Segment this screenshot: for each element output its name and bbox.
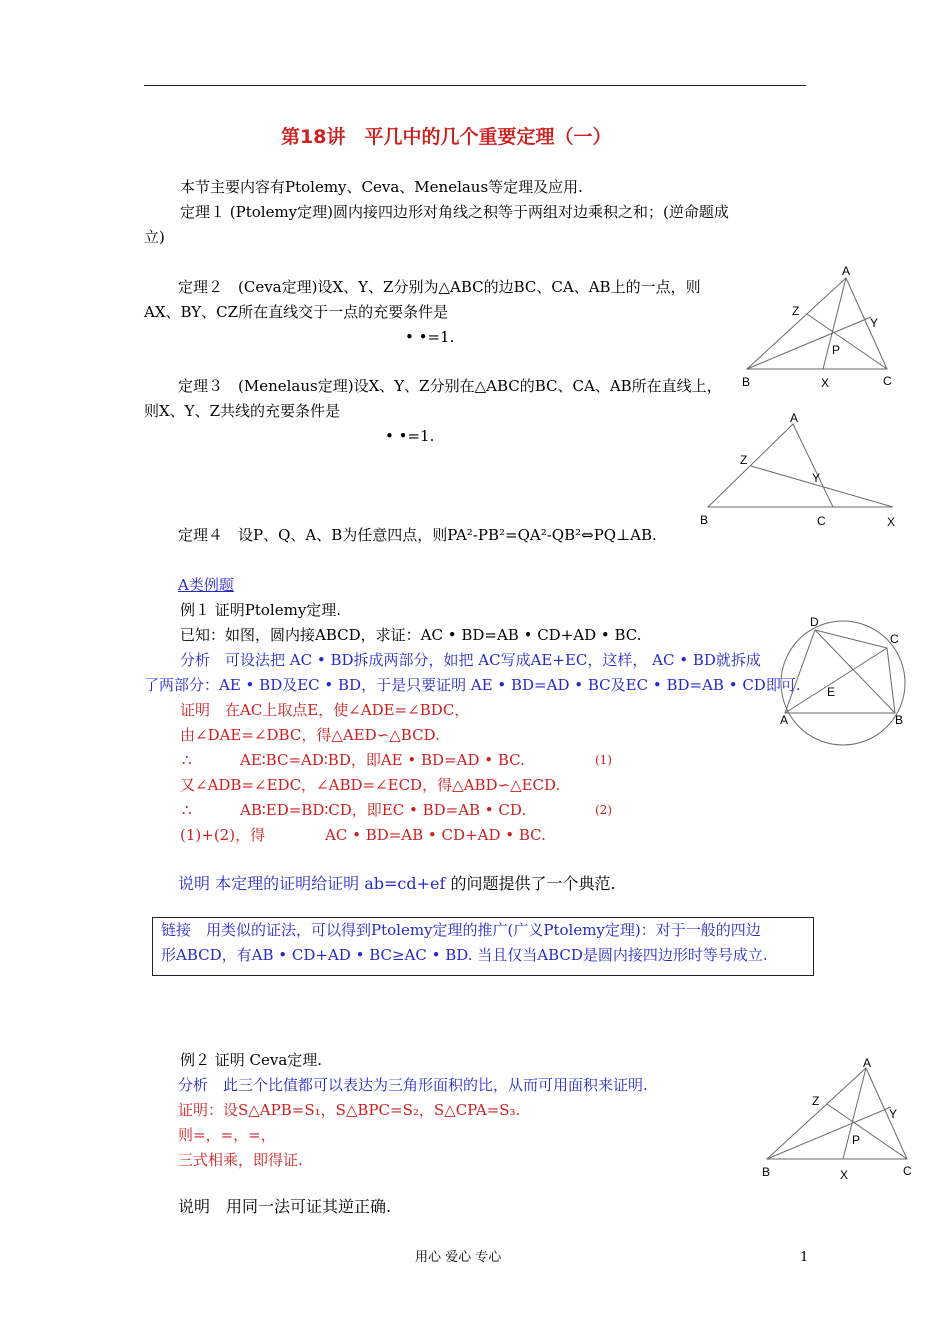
example1-proof-line6: AC • BD=AB • CD+AD • BC.: [325, 826, 546, 844]
theorem3-line1: 定理３ (Menelaus定理)设X、Y、Z分别在△ABC的BC、CA、AB所在直线上，: [178, 377, 722, 395]
fig4-label-x: X: [840, 1168, 849, 1182]
example1-note-label: 说明: [178, 874, 211, 893]
example2-proof-line3: 三式相乘，即得证.: [178, 1151, 303, 1169]
fig2-label-c: C: [817, 514, 826, 528]
fig2-label-z: Z: [740, 453, 748, 467]
example1-given: 已知：如图，圆内接ABCD，求证：AC • BD=AB • CD+AD • BC.: [180, 626, 642, 644]
theorem4-text: 定理４ 设P、Q、A、B为任意四点，则PA²-PB²=QA²-QB²⇔PQ⊥AB.: [178, 526, 657, 544]
example2-proof-line1: 证明：设S△APB=S₁，S△BPC=S₂，S△CPA=S₃.: [178, 1101, 521, 1119]
ceva-figure-example2: [755, 1052, 930, 1187]
fig1-label-y: Y: [870, 316, 879, 330]
example1-proof-line1: 证明 在AC上取点E，使∠ADE=∠BDC，: [180, 701, 470, 719]
footer-text: 用心 爱心 专心: [415, 1250, 502, 1265]
theorem3-line2: 则X、Y、Z共线的充要条件是: [144, 402, 341, 420]
example1-equation-tag-2: (2): [595, 803, 612, 817]
example1-note: [178, 874, 616, 893]
link-box-line1: 链接 用类似的证法，可以得到Ptolemy定理的推广(广义Ptolemy定理)：对于一般的四边: [161, 921, 761, 939]
fig1-label-z: Z: [792, 304, 800, 318]
example2-note: 说明 用同一法可证其逆正确.: [178, 1197, 392, 1216]
example1-proof-therefore-2: ∴: [182, 801, 192, 819]
fig1-label-c: C: [883, 374, 892, 388]
example1-equation-tag-1: (1): [595, 753, 612, 767]
theorem1-line2: 立): [144, 228, 165, 246]
link-box-line2: 形ABCD，有AB • CD+AD • BC≥AC • BD. 当且仅当ABCD是圆内接四边形时等号成立.: [161, 946, 768, 964]
page-number: 1: [800, 1250, 809, 1265]
fig3-label-c: C: [890, 632, 899, 646]
fig4-label-a: A: [863, 1056, 872, 1070]
example2-proof-line2: 则=，=，=，: [178, 1126, 276, 1144]
theorem3-formula: • •=1.: [385, 427, 435, 445]
fig2-label-y: Y: [812, 471, 821, 485]
example2-title: 例２ 证明 Ceva定理.: [180, 1051, 323, 1069]
fig3-label-e: E: [827, 685, 836, 699]
fig1-label-x: X: [821, 376, 830, 390]
example1-proof-line4: 又∠ADB=∠EDC，∠ABD=∠ECD，得△ABD∽△ECD.: [180, 776, 561, 794]
fig4-label-z: Z: [812, 1094, 820, 1108]
theorem1-line1: 定理１ (Ptolemy定理)圆内接四边形对角线之积等于两组对边乘积之和；(逆命题成: [180, 203, 729, 221]
fig1-label-a: A: [842, 264, 851, 278]
example1-proof-line6-prefix: (1)+(2)，得: [180, 826, 266, 844]
fig2-label-b: B: [700, 513, 709, 527]
theorem2-formula: • •=1.: [405, 328, 455, 346]
example2-analysis: 分析 此三个比值都可以表达为三角形面积的比，从而可用面积来证明.: [178, 1076, 648, 1094]
page-title: 第18讲 平几中的几个重要定理（一）: [281, 126, 612, 148]
example1-analysis-line1: 分析 可设法把 AC • BD拆成两部分，如把 AC写成AE+EC，这样， AC • BD就拆成: [180, 651, 761, 669]
fig1-label-b: B: [742, 375, 751, 389]
ceva-figure: [735, 262, 910, 397]
header-rule: [144, 85, 806, 86]
fig4-label-p: P: [852, 1133, 861, 1147]
ptolemy-figure: [775, 612, 915, 752]
fig3-label-a: A: [780, 713, 789, 727]
example1-title: 例１ 证明Ptolemy定理.: [180, 601, 342, 619]
theorem2-line2: AX、BY、CZ所在直线交于一点的充要条件是: [144, 303, 449, 321]
example1-proof-therefore-1: ∴: [182, 751, 192, 769]
fig4-label-b: B: [762, 1165, 771, 1179]
fig2-label-x: X: [887, 515, 896, 529]
fig3-label-b: B: [895, 713, 904, 727]
example1-note-black: 的问题提供了一个典范.: [450, 874, 616, 893]
theorem2-line1: 定理２ (Ceva定理)设X、Y、Z分别为△ABC的边BC、CA、AB上的一点，则: [178, 278, 701, 296]
fig3-label-d: D: [810, 615, 819, 629]
section-a-heading: A类例题: [178, 576, 234, 594]
fig4-label-y: Y: [889, 1107, 898, 1121]
example1-proof-line5: AB∶ED=BD∶CD，即EC • BD=AB • CD.: [240, 801, 527, 819]
example1-note-blue: 本定理的证明给证明 ab=cd+ef: [215, 874, 451, 893]
fig4-label-c: C: [903, 1164, 912, 1178]
menelaus-figure: [695, 408, 910, 533]
example1-proof-line2: 由∠DAE=∠DBC，得△AED∽△BCD.: [180, 726, 440, 744]
example1-proof-line3: AE∶BC=AD∶BD，即AE • BD=AD • BC.: [240, 751, 525, 769]
example1-analysis-line2: 了两部分：AE • BD及EC • BD，于是只要证明 AE • BD=AD • BC及EC • BD=AB • CD即可.: [144, 676, 801, 694]
intro-text: 本节主要内容有Ptolemy、Ceva、Menelaus等定理及应用.: [180, 178, 583, 196]
fig1-label-p: P: [832, 343, 841, 357]
fig2-label-a: A: [790, 411, 799, 425]
